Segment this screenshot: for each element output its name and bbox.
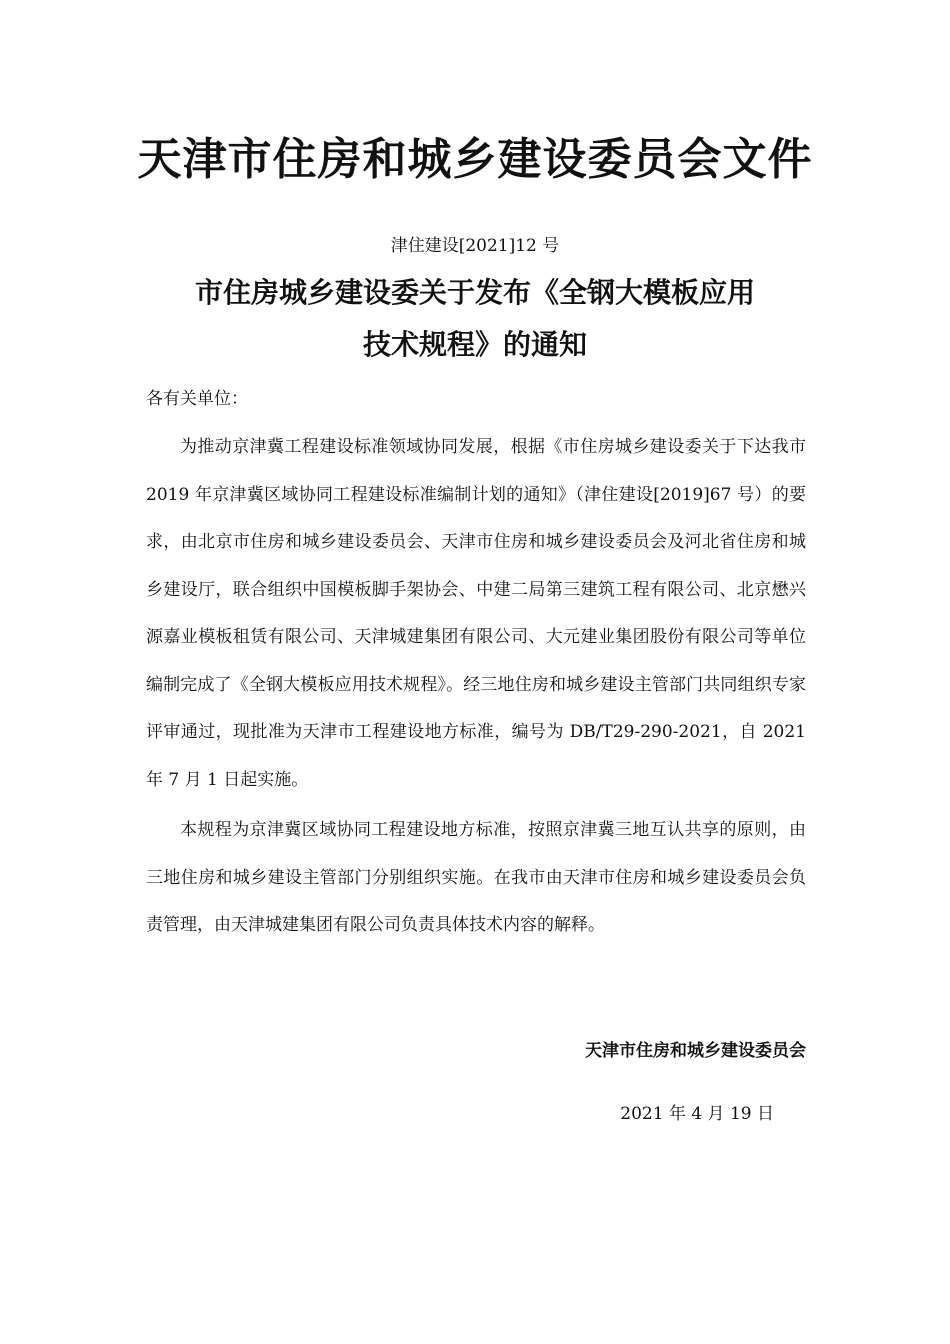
notice-title <box>0 267 950 371</box>
document-number: 津住建设[2021]12 号 <box>390 236 560 256</box>
notice-title-line-2: 技术规程》的通知 <box>362 328 587 361</box>
notice-title-line-1: 市住房城乡建设委关于发布《全钢大模板应用 <box>194 276 755 309</box>
body-paragraph-1: 为推动京津冀工程建设标准领域协同发展，根据《市住房城乡建设委关于下达我市 2019 年京津冀区域协同工程建设标准编制计划的通知》（津住建设[2019]67 号）的要求，由北京市住房和城乡建设委员会、天津市住房和城乡建设委员会及河北省住房和城乡建设厅，联合组织中国模板脚手架协会、中建二局第三建筑工程有限公司、北京懋兴源嘉业模板租赁有限公司、天津城建集团有限公司、大元建业集团股份有限公司等单位编制完成了《全钢大模板应用技术规程》。经三地住房和城乡建设主管部门共同组织专家评审通过，现批准为天津市工程建设地方标准，编号为 DB/T29-290-2021，自 2021 年 7 月 1 日起实施。 <box>146 437 806 790</box>
document-header-title: 天津市住房和城乡建设委员会文件 <box>137 134 813 185</box>
issuing-authority: 天津市住房和城乡建设委员会 <box>585 1041 806 1061</box>
salutation: 各有关单位： <box>146 389 248 409</box>
issue-date: 2021 年 4 月 19 日 <box>620 1104 774 1124</box>
body-paragraph-2: 本规程为京津冀区域协同工程建设地方标准，按照京津冀三地互认共享的原则，由三地住房和城乡建设主管部门分别组织实施。在我市由天津市住房和城乡建设委员会负责管理，由天津城建集团有限公司负责具体技术内容的解释。 <box>146 820 806 935</box>
